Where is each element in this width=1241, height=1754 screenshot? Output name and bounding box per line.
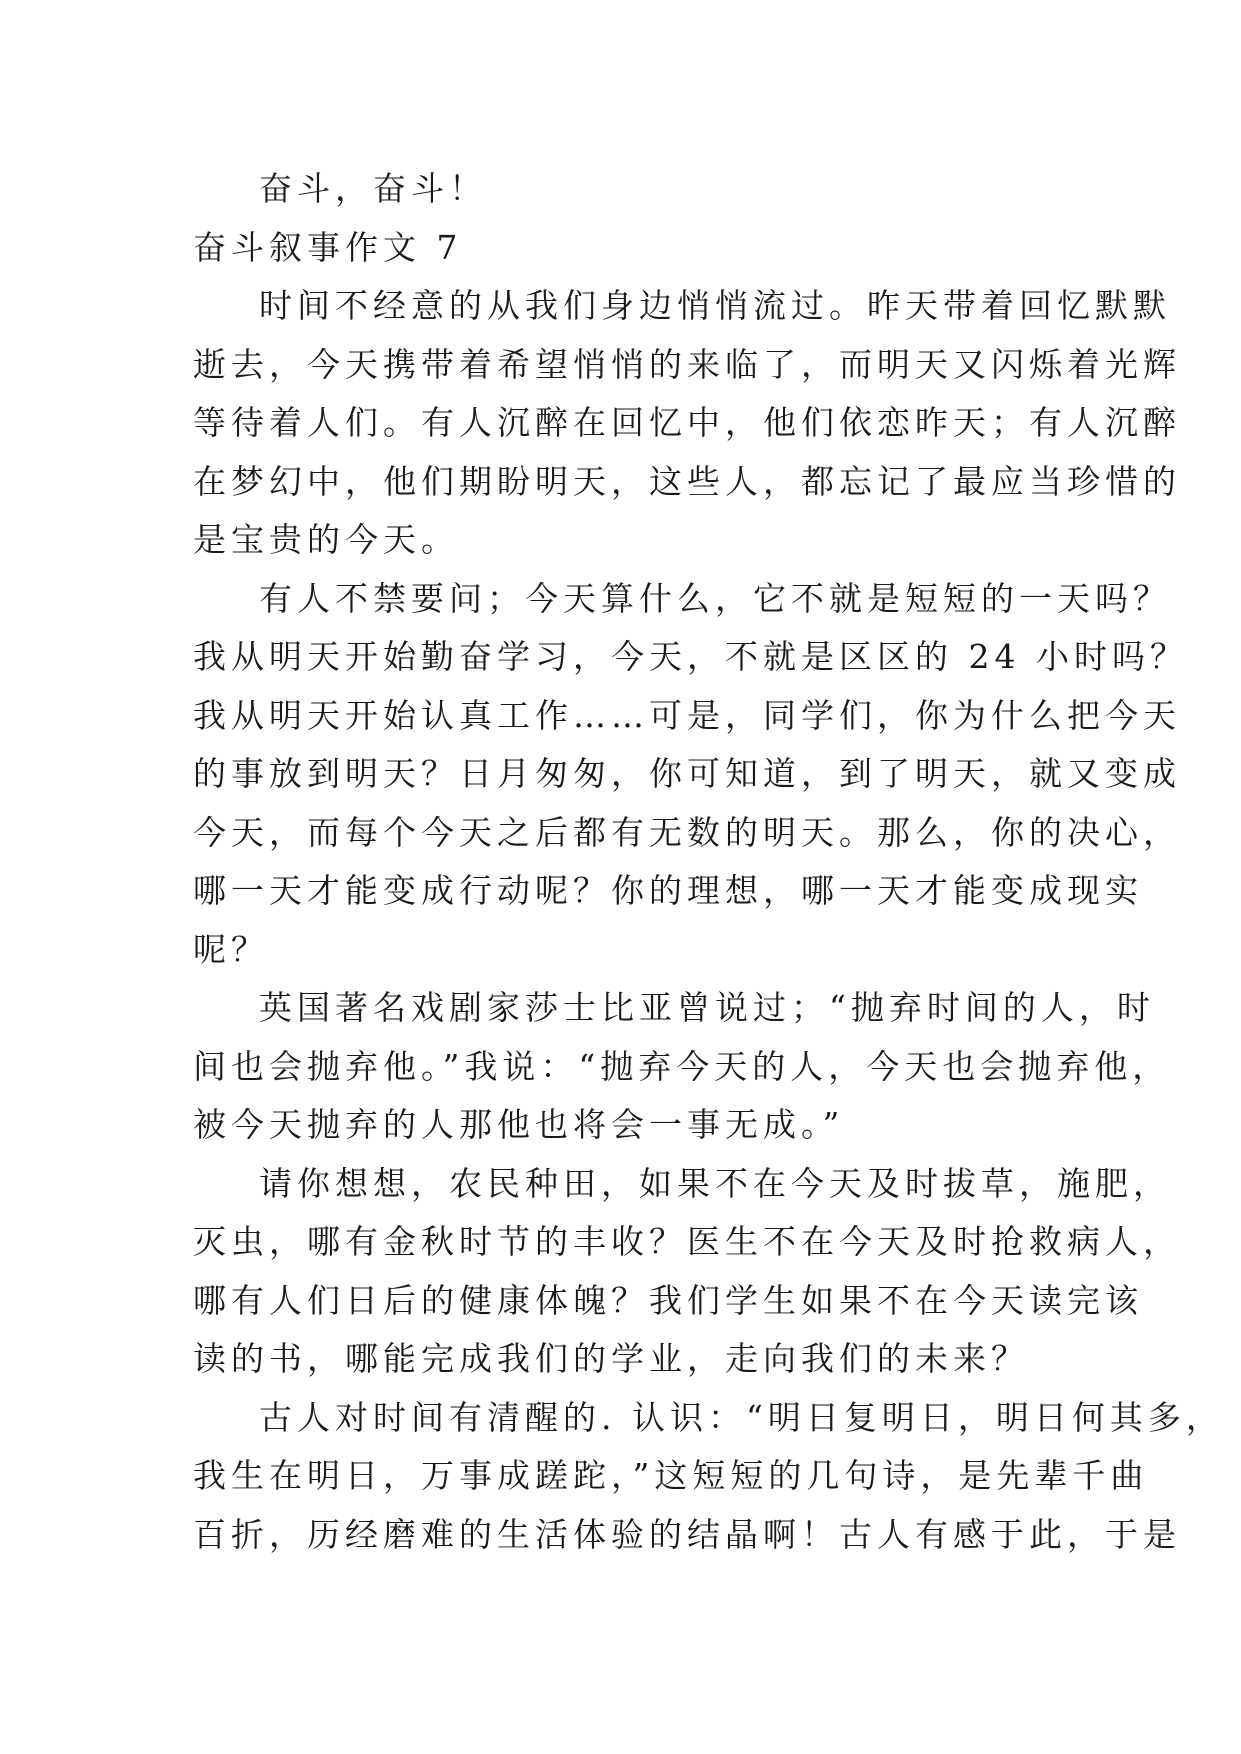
paragraph-line: 我从明天开始勤奋学习，今天，不就是区区的 24 小时吗？ xyxy=(193,637,1188,676)
paragraph-line: 呢？ xyxy=(193,929,269,969)
paragraph-line: 古人对时间有清醒的. 认识：“明日复明日，明日何其多， xyxy=(259,1397,1224,1437)
paragraph-line: 等待着人们。有人沉醉在回忆中，他们依恋昨天；有人沉醉 xyxy=(193,403,1181,442)
paragraph-line: 在梦幻中，他们期盼明天，这些人，都忘记了最应当珍惜的 xyxy=(193,461,1181,501)
paragraph-line: 今天，而每个今天之后都有无数的明天。那么，你的决心， xyxy=(193,812,1181,852)
paragraph-line: 我生在明日，万事成蹉跎，”这短短的几句诗，是先辈千曲 xyxy=(193,1456,1149,1495)
paragraph-line: 读的书，哪能完成我们的学业，走向我们的未来？ xyxy=(193,1339,1029,1378)
paragraph-line: 英国著名戏剧家莎士比亚曾说过；“抛弃时间的人，时 xyxy=(259,988,1155,1027)
paragraph-line: 我从明天开始认真工作……可是，同学们，你为什么把今天 xyxy=(193,695,1181,735)
paragraph-line: 逝去，今天携带着希望悄悄的来临了，而明天又闪烁着光辉 xyxy=(193,344,1181,384)
essay-title: 奋斗叙事作文 7 xyxy=(193,227,463,267)
document-page xyxy=(193,160,1224,1564)
paragraph-line: 哪一天才能变成行动呢？你的理想，哪一天才能变成现实 xyxy=(193,871,1143,910)
paragraph-line: 哪有人们日后的健康体魄？我们学生如果不在今天读完该 xyxy=(193,1280,1143,1320)
paragraph-line: 奋斗，奋斗！ xyxy=(259,169,487,208)
paragraph-line: 灭虫，哪有金秋时节的丰收？医生不在今天及时抢救病人， xyxy=(193,1222,1181,1261)
paragraph-line: 的事放到明天？日月匆匆，你可知道，到了明天，就又变成 xyxy=(193,754,1181,793)
paragraph-line: 时间不经意的从我们身边悄悄流过。昨天带着回忆默默 xyxy=(259,286,1171,325)
paragraph-line: 是宝贵的今天。 xyxy=(193,520,459,559)
paragraph-line: 百折，历经磨难的生活体验的结晶啊！古人有感于此，于是 xyxy=(193,1514,1181,1554)
paragraph-line: 被今天抛弃的人那他也将会一事无成。” xyxy=(193,1105,845,1144)
paragraph-line: 间也会抛弃他。”我说：“抛弃今天的人，今天也会抛弃他， xyxy=(193,1046,1171,1086)
paragraph-line: 有人不禁要问；今天算什么，它不就是短短的一天吗？ xyxy=(259,578,1171,618)
paragraph-line: 请你想想，农民种田，如果不在今天及时拔草，施肥， xyxy=(259,1163,1171,1203)
